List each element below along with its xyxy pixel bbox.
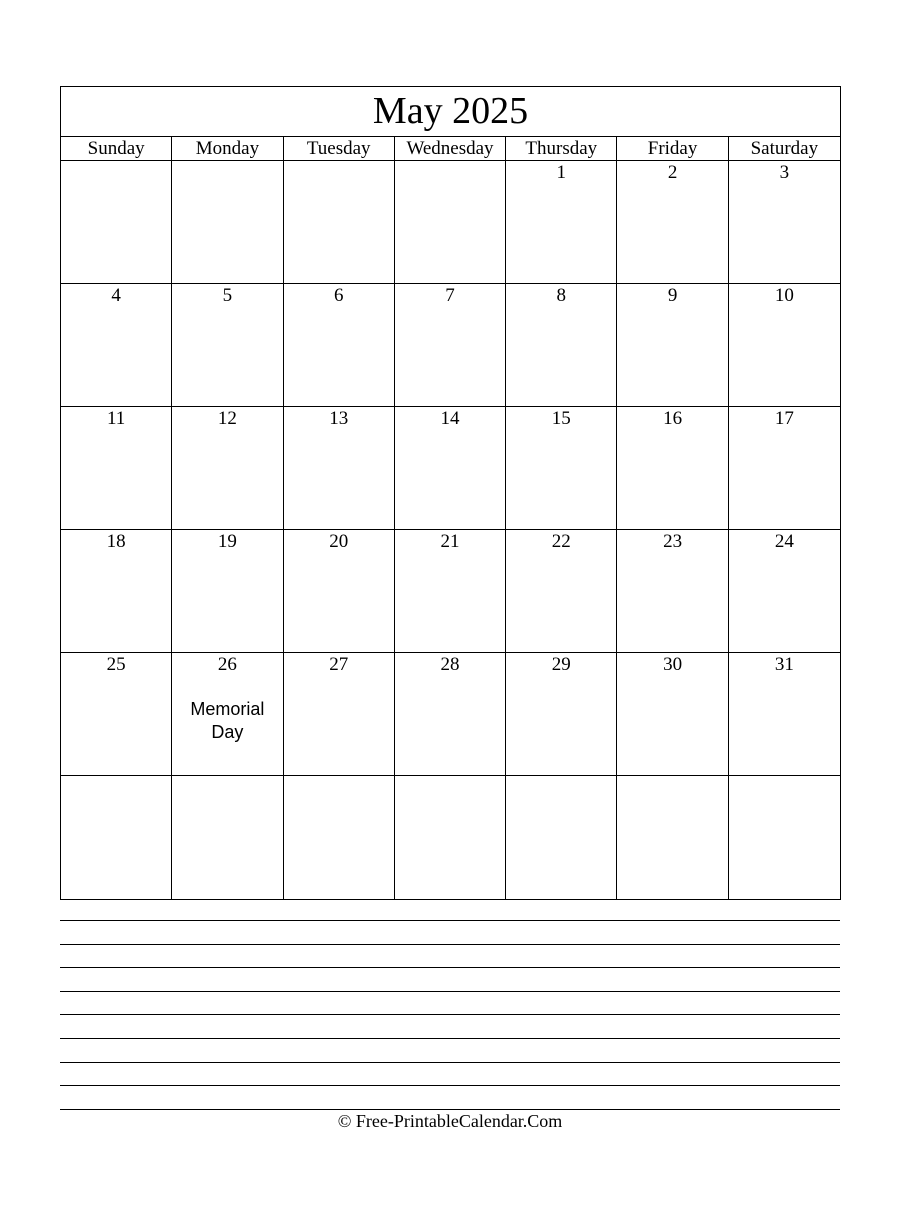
weekday-header-row [61,137,840,161]
day-number: 25 [106,654,126,675]
month-calendar [60,86,841,900]
day-cell-15 [506,407,617,530]
day-number: 16 [663,408,683,429]
day-number [506,776,616,778]
calendar-title: May 2025 [61,87,840,137]
day-cell-8 [506,284,617,407]
day-number: 5 [222,285,233,306]
day-number: 10 [774,285,794,306]
day-number: 14 [440,408,460,429]
note-line [60,1014,840,1038]
empty-day-cell [395,161,506,284]
day-cell-25 [61,653,172,776]
day-cell-1 [506,161,617,284]
day-cell-4 [61,284,172,407]
day-cell-22 [506,530,617,653]
day-cell-23 [617,530,728,653]
footer-credit: © Free-PrintableCalendar.Com [337,1111,563,1131]
holiday-label: Memorial Day [190,699,265,742]
day-number: 2 [667,162,678,183]
day-cell-3 [729,161,840,284]
day-number: 27 [329,654,349,675]
day-cell-29 [506,653,617,776]
day-number: 17 [774,408,794,429]
empty-day-cell [61,776,172,899]
day-number: 3 [779,162,790,183]
weekday-monday: Monday [172,137,283,161]
day-number [395,161,505,163]
day-cell-24 [729,530,840,653]
weekday-sunday: Sunday [61,137,172,161]
day-number: 1 [556,162,567,183]
empty-day-cell [284,776,395,899]
day-number [61,776,171,778]
note-line [60,1062,840,1086]
day-cell-20 [284,530,395,653]
day-cell-31 [729,653,840,776]
day-number: 19 [217,531,237,552]
note-line [60,1085,840,1109]
day-number: 8 [556,285,567,306]
day-cell-14 [395,407,506,530]
day-number: 21 [440,531,460,552]
weekday-friday: Friday [617,137,728,161]
empty-day-cell [284,161,395,284]
day-number [284,161,394,163]
day-number: 7 [445,285,455,306]
day-number: 22 [551,531,571,552]
day-cell-27 [284,653,395,776]
day-number: 9 [667,285,678,306]
day-number: 11 [106,408,126,429]
day-cell-6 [284,284,395,407]
day-number: 24 [774,531,794,552]
day-number [172,776,282,778]
calendar-grid [61,161,840,899]
note-line [60,920,840,944]
day-cell-26 [172,653,283,776]
day-cell-2 [617,161,728,284]
notes-lines [60,920,840,1132]
day-cell-16 [617,407,728,530]
day-cell-11 [61,407,172,530]
day-number [61,161,171,163]
empty-day-cell [395,776,506,899]
note-line [60,1038,840,1062]
day-number: 12 [217,408,237,429]
empty-day-cell [506,776,617,899]
day-cell-12 [172,407,283,530]
weekday-tuesday: Tuesday [284,137,395,161]
day-number: 28 [440,654,460,675]
day-number [729,776,840,778]
note-line [60,944,840,968]
day-number: 6 [333,285,344,306]
day-cell-28 [395,653,506,776]
note-line [60,991,840,1015]
day-cell-13 [284,407,395,530]
note-line [60,967,840,991]
day-number: 31 [774,654,794,675]
day-cell-30 [617,653,728,776]
weekday-wednesday: Wednesday [395,137,506,161]
day-number: 26 [217,654,237,675]
day-number: 15 [551,408,571,429]
empty-day-cell [617,776,728,899]
empty-day-cell [172,776,283,899]
day-cell-21 [395,530,506,653]
day-number: 13 [329,408,349,429]
weekday-thursday: Thursday [506,137,617,161]
day-number: 30 [663,654,683,675]
empty-day-cell [172,161,283,284]
day-cell-7 [395,284,506,407]
empty-day-cell [729,776,840,899]
day-number: 18 [106,531,126,552]
day-number [395,776,505,778]
day-number [284,776,394,778]
weekday-saturday: Saturday [750,138,819,159]
day-number [172,161,282,163]
day-cell-18 [61,530,172,653]
day-cell-17 [729,407,840,530]
day-number: 20 [329,531,349,552]
day-cell-9 [617,284,728,407]
day-number: 23 [663,531,683,552]
empty-day-cell [61,161,172,284]
day-number: 4 [111,285,121,306]
day-number: 29 [551,654,571,675]
day-cell-19 [172,530,283,653]
day-cell-5 [172,284,283,407]
day-cell-10 [729,284,840,407]
day-number [617,776,727,778]
